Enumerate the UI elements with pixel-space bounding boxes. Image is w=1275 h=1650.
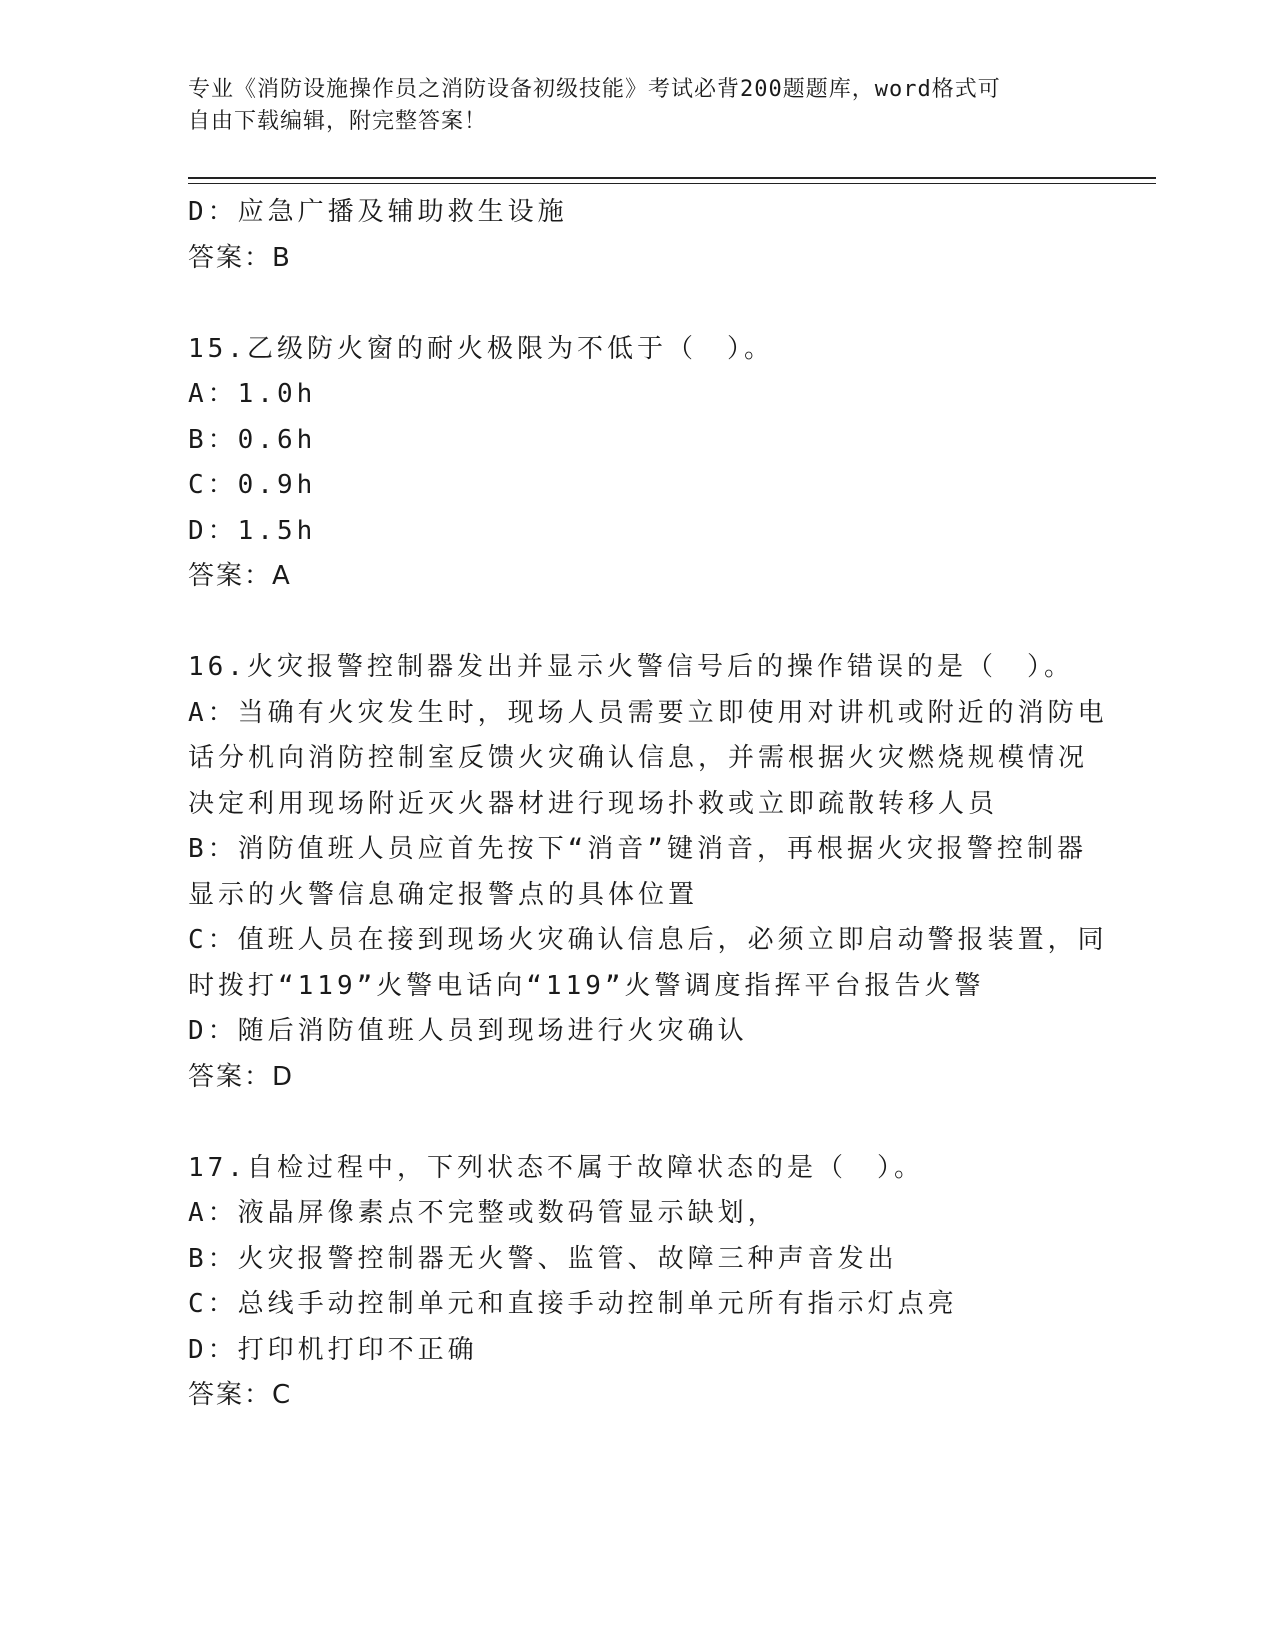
header-rule-thin	[188, 183, 1156, 184]
question-stem: 17.自检过程中，下列状态不属于故障状态的是（ ）。	[188, 1152, 924, 1183]
option-c: C：总线手动控制单元和直接手动控制单元所有指示灯点亮	[188, 1289, 958, 1319]
answer: 答案：D	[188, 1061, 295, 1092]
option-b-line-2: 显示的火警信息确定报警点的具体位置	[188, 879, 699, 910]
option-a-line-3: 决定利用现场附近灭火器材进行现场扑救或立即疏散转移人员	[188, 788, 999, 819]
option-d: D：打印机打印不正确	[188, 1334, 478, 1365]
option-c-line-2: 时拨打“119”火警电话向“119”火警调度指挥平台报告火警	[188, 970, 985, 1001]
option-a: A：液晶屏像素点不完整或数码管显示缺划，	[188, 1198, 778, 1228]
page-header	[188, 74, 1088, 138]
option-c-line-1: C：值班人员在接到现场火灾确认信息后，必须立即启动警报装置，同	[188, 925, 1108, 955]
prev-answer: 答案：B	[188, 242, 292, 273]
option-c: C：0.9h	[188, 470, 317, 500]
option-a-line-1: A：当确有火灾发生时，现场人员需要立即使用对讲机或附近的消防电	[188, 697, 1108, 728]
question-16	[188, 645, 1108, 1100]
option-b: B：0.6h	[188, 424, 317, 455]
question-stem: 15.乙级防火窗的耐火极限为不低于（ ）。	[188, 333, 774, 364]
header-line-2: 自由下载编辑，附完整答案！	[188, 109, 488, 134]
spacer	[188, 1100, 1068, 1146]
spacer	[188, 281, 1068, 327]
question-stem: 16.火灾报警控制器发出并显示火警信号后的操作错误的是（ ）。	[188, 652, 1074, 682]
question-17	[188, 1146, 1068, 1419]
option-d: D：1.5h	[188, 515, 317, 546]
option-b: B：火灾报警控制器无火警、监管、故障三种声音发出	[188, 1243, 898, 1274]
option-a: A：1.0h	[188, 379, 317, 409]
spacer	[188, 600, 1068, 646]
answer: 答案：A	[188, 561, 292, 591]
answer: 答案：C	[188, 1380, 293, 1410]
question-content	[188, 190, 1108, 1419]
option-d: D：随后消防值班人员到现场进行火灾确认	[188, 1016, 748, 1046]
prev-option-d: D：应急广播及辅助救生设施	[188, 197, 568, 227]
option-b-line-1: B：消防值班人员应首先按下“消音”键消音，再根据火灾报警控制器	[188, 834, 1087, 864]
question-15	[188, 327, 1068, 600]
header-line-1: 专业《消防设施操作员之消防设备初级技能》考试必背200题题库，word格式可	[188, 77, 1001, 102]
header-rule-thick	[188, 177, 1156, 179]
option-a-line-2: 话分机向消防控制室反馈火灾确认信息，并需根据火灾燃烧规模情况	[188, 743, 1089, 773]
